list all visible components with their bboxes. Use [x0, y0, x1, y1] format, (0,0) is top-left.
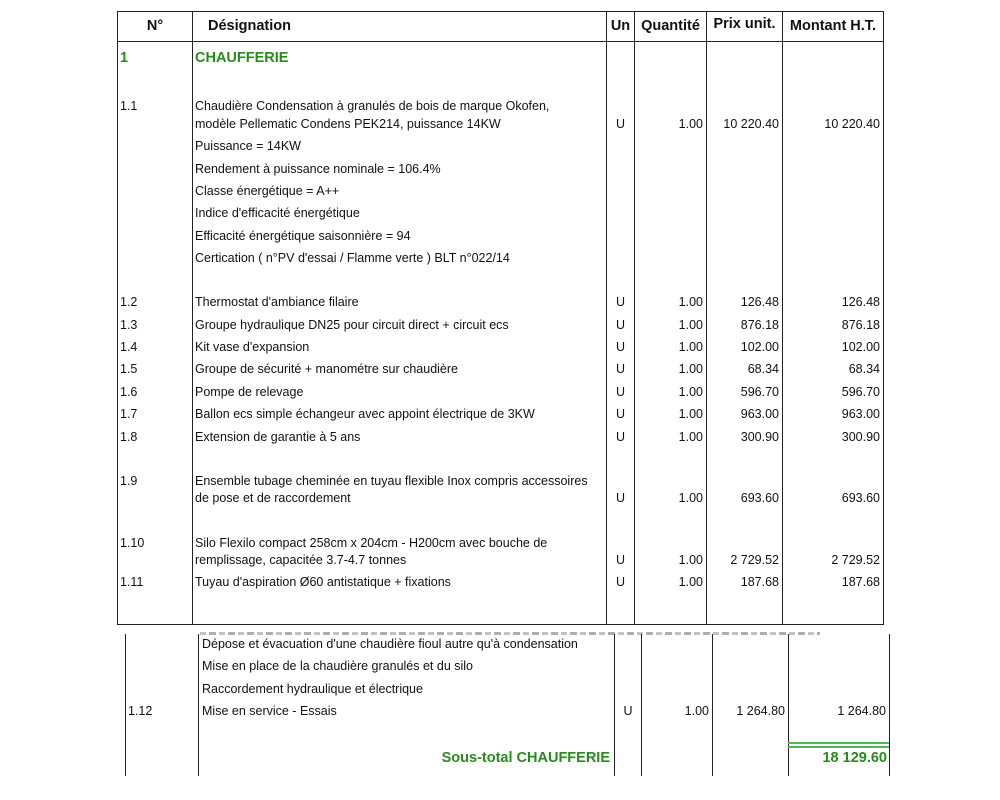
item-line: Efficacité énergétique saisonnière = 94 [195, 229, 411, 243]
item-designation: Kit vase d'expansion [195, 340, 310, 354]
item-unit-price: 102.00 [740, 340, 779, 354]
item-unit: U [615, 117, 626, 131]
header-no: N° [146, 18, 164, 34]
item-line: Indice d'efficacité énergétique [195, 206, 360, 220]
clipped-text-remnant [200, 632, 820, 635]
item-unit-price: 693.60 [740, 491, 779, 505]
item-quantity: 1.00 [678, 491, 703, 505]
item-amount: 10 220.40 [824, 117, 880, 131]
subtotal-label: Sous-total CHAUFFERIE [441, 750, 610, 766]
item-number: 1.12 [128, 704, 153, 718]
item-amount: 596.70 [841, 385, 880, 399]
item-line: Mise en place de la chaudière granulés et du silo [202, 659, 474, 673]
item-unit-price: 876.18 [740, 318, 779, 332]
header-designation: Désignation [208, 18, 291, 34]
item-unit-price: 10 220.40 [723, 117, 779, 131]
item-designation: Groupe hydraulique DN25 pour circuit direct + circuit ecs [195, 318, 509, 332]
item-amount: 1 264.80 [837, 704, 886, 718]
item-designation: Pompe de relevage [195, 385, 304, 399]
item-unit-price: 300.90 [740, 430, 779, 444]
item-unit-price: 596.70 [740, 385, 779, 399]
item-line: Silo Flexilo compact 258cm x 204cm - H200cm avec bouche de [195, 536, 548, 550]
item-quantity: 1.00 [678, 385, 703, 399]
item-line: Ensemble tubage cheminée en tuyau flexible Inox compris accessoires [195, 474, 588, 488]
item-unit: U [615, 362, 626, 376]
item-amount: 126.48 [841, 295, 880, 309]
section-title: CHAUFFERIE [195, 50, 289, 66]
item-amount: 963.00 [841, 407, 880, 421]
item-quantity: 1.00 [684, 704, 709, 718]
item-unit: U [615, 491, 626, 505]
item-quantity: 1.00 [678, 407, 703, 421]
item-unit-price: 187.68 [740, 575, 779, 589]
item-line: Rendement à puissance nominale = 106.4% [195, 162, 441, 176]
header-quantite: Quantité [641, 18, 700, 34]
item-unit-price: 2 729.52 [730, 553, 779, 567]
item-designation: Extension de garantie à 5 ans [195, 430, 361, 444]
item-unit-price: 1 264.80 [736, 704, 785, 718]
item-line: de pose et de raccordement [195, 491, 351, 505]
item-number: 1.2 [120, 295, 138, 309]
item-designation: Tuyau d'aspiration Ø60 antistatique + fixations [195, 575, 451, 589]
section-number: 1 [120, 50, 129, 66]
item-line: Raccordement hydraulique et électrique [202, 682, 423, 696]
item-unit-price: 68.34 [747, 362, 779, 376]
item-quantity: 1.00 [678, 362, 703, 376]
item-number: 1.8 [120, 430, 138, 444]
item-quantity: 1.00 [678, 553, 703, 567]
item-unit-price: 963.00 [740, 407, 779, 421]
item-amount: 876.18 [841, 318, 880, 332]
item-unit: U [615, 407, 626, 421]
item-number: 1.7 [120, 407, 138, 421]
item-amount: 102.00 [841, 340, 880, 354]
header-montant: Montant H.T. [789, 18, 877, 34]
item-amount: 693.60 [841, 491, 880, 505]
item-line: Mise en service - Essais [202, 704, 337, 718]
item-unit: U [615, 295, 626, 309]
item-unit: U [615, 318, 626, 332]
item-designation: Ballon ecs simple échangeur avec appoint électrique de 3KW [195, 407, 535, 421]
item-amount: 2 729.52 [831, 553, 880, 567]
item-quantity: 1.00 [678, 430, 703, 444]
item-number: 1.3 [120, 318, 138, 332]
item-number: 1.10 [120, 536, 145, 550]
item-amount: 300.90 [841, 430, 880, 444]
item-unit: U [615, 385, 626, 399]
item-amount: 68.34 [848, 362, 880, 376]
item-number: 1.11 [120, 575, 144, 589]
item-line: Puissance = 14KW [195, 139, 301, 153]
item-unit: U [615, 430, 626, 444]
item-number: 1.6 [120, 385, 138, 399]
item-unit: U [615, 575, 626, 589]
item-quantity: 1.00 [678, 575, 703, 589]
item-number: 1.4 [120, 340, 138, 354]
item-line: Certication ( n°PV d'essai / Flamme verte ) BLT n°022/14 [195, 251, 510, 265]
item-line: Classe énergétique = A++ [195, 184, 340, 198]
item-quantity: 1.00 [678, 295, 703, 309]
subtotal-rule [788, 746, 889, 748]
item-number: 1.1 [120, 99, 138, 113]
subtotal-amount: 18 129.60 [822, 750, 887, 766]
item-line: Dépose et évacuation d'une chaudière fioul autre qu'à condensation [202, 637, 578, 651]
header-prix: Prix unit. [713, 16, 776, 32]
item-unit: U [615, 340, 626, 354]
item-quantity: 1.00 [678, 340, 703, 354]
header-un: Un [610, 18, 631, 34]
item-number: 1.9 [120, 474, 138, 488]
item-number: 1.5 [120, 362, 138, 376]
item-unit: U [623, 704, 633, 718]
item-quantity: 1.00 [678, 318, 703, 332]
item-line: Chaudière Condensation à granulés de bois de marque Okofen, [195, 99, 550, 113]
item-designation: Groupe de sécurité + manométre sur chaudière [195, 362, 458, 376]
item-line: remplissage, capacitée 3.7-4.7 tonnes [195, 553, 407, 567]
item-line: modèle Pellematic Condens PEK214, puissance 14KW [195, 117, 501, 131]
item-designation: Thermostat d'ambiance filaire [195, 295, 359, 309]
subtotal-rule [788, 742, 889, 744]
item-quantity: 1.00 [678, 117, 703, 131]
item-unit: U [615, 553, 626, 567]
item-amount: 187.68 [841, 575, 880, 589]
item-unit-price: 126.48 [740, 295, 779, 309]
